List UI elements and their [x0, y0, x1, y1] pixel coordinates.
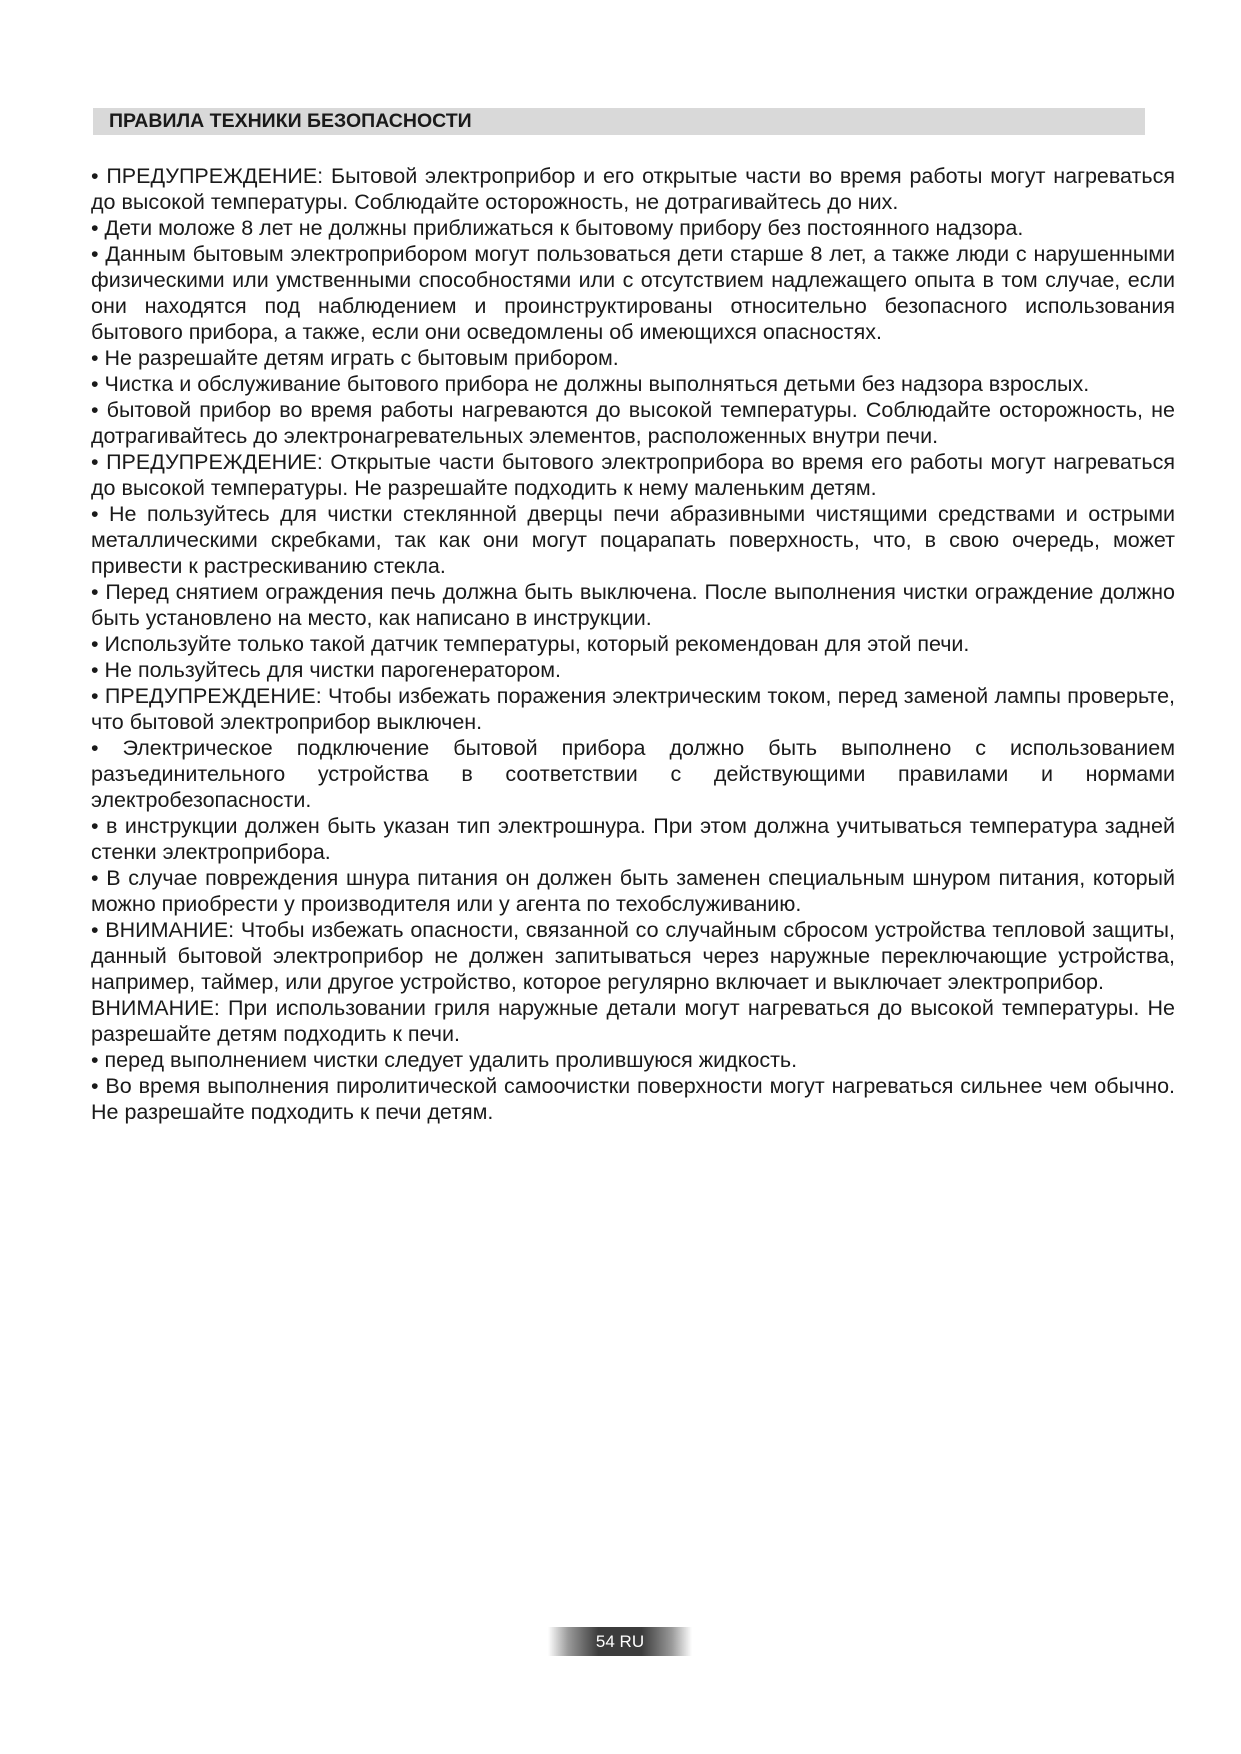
paragraph-no-steam-cleaner: • Не пользуйтесь для чистки парогенератором.	[91, 658, 561, 682]
paragraph-temperature-probe: • Используйте только такой датчик температуры, который рекомендован для этой печи.	[91, 632, 970, 656]
paragraph-remove-spills: • перед выполнением чистки следует удалить пролившуюся жидкость.	[91, 1048, 798, 1072]
paragraph-warning-open-parts: • ПРЕДУПРЕЖДЕНИЕ: Открытые части бытового электроприбора во время его работы могут нагреваться до высокой температуры. Не разрешайте подходить к нему маленьким детям.	[91, 450, 1175, 500]
paragraph-warning-hot-parts: • ПРЕДУПРЕЖДЕНИЕ: Бытовой электроприбор и его открытые части во время работы могут нагреваться до высокой температуры. Соблюдайте осторожность, не дотрагивайтесь до них.	[91, 164, 1175, 214]
paragraph-cleaning-supervision: • Чистка и обслуживание бытового прибора не должны выполняться детьми без надзора взрослых.	[91, 372, 1090, 396]
paragraph-cable-type: • в инструкции должен быть указан тип электрошнура. При этом должна учитываться температура задней стенки электроприбора.	[91, 814, 1175, 864]
paragraph-children-under-8: • Дети моложе 8 лет не должны приближаться к бытовому прибору без постоянного надзора.	[91, 216, 1024, 240]
paragraph-thermal-protection: • ВНИМАНИЕ: Чтобы избежать опасности, связанной со случайным сбросом устройства тепловой защиты, данный бытовой электроприбор не должен запитываться через наружные переключающие устройства, например, таймер, или другое устройство, которое регулярно включает и выключает электроприбор.	[91, 918, 1175, 994]
page-number: 54 RU	[548, 1627, 692, 1656]
paragraph-warning-lamp-replacement: • ПРЕДУПРЕЖДЕНИЕ: Чтобы избежать поражения электрическим током, перед заменой лампы проверьте, что бытовой электроприбор выключен.	[91, 684, 1175, 734]
paragraph-electrical-connection: • Электрическое подключение бытовой прибора должно быть выполнено с использованием разъединительного устройства в соответствии с действующими правилами и нормами электробезопасности.	[91, 736, 1175, 812]
paragraph-pyrolytic-cleaning: • Во время выполнения пиролитической самоочистки поверхности могут нагреваться сильнее чем обычно. Не разрешайте подходить к печи детям.	[91, 1074, 1175, 1124]
paragraph-damaged-cord: • В случае повреждения шнура питания он должен быть заменен специальным шнуром питания, который можно приобрести у производителя или у агента по техобслуживанию.	[91, 866, 1175, 916]
safety-rules-text	[91, 163, 1175, 1125]
section-title: ПРАВИЛА ТЕХНИКИ БЕЗОПАСНОСТИ	[93, 108, 1145, 135]
paragraph-grill-warning: ВНИМАНИЕ: При использовании гриля наружные детали могут нагреваться до высокой температуры. Не разрешайте детям подходить к печи.	[91, 996, 1175, 1046]
paragraph-children-over-8: • Данным бытовым электроприбором могут пользоваться дети старше 8 лет, а также люди с нарушенными физическими или умственными способностями или с отсутствием надлежащего опыта в том случае, если они находятся под наблюдением и проинструктированы относительно безопасного использования бытового прибора, а также, если они осведомлены об имеющихся опасностях.	[91, 242, 1175, 344]
paragraph-no-play: • Не разрешайте детям играть с бытовым прибором.	[91, 346, 619, 370]
paragraph-heating-elements: • бытовой прибор во время работы нагреваются до высокой температуры. Соблюдайте осторожность, не дотрагивайтесь до электронагревательных элементов, расположенных внутри печи.	[91, 398, 1175, 448]
paragraph-glass-door-cleaning: • Не пользуйтесь для чистки стеклянной дверцы печи абразивными чистящими средствами и острыми металлическими скребками, так как они могут поцарапать поверхность, что, в свою очередь, может привести к растрескиванию стекла.	[91, 502, 1175, 578]
paragraph-guard-removal: • Перед снятием ограждения печь должна быть выключена. После выполнения чистки ограждение должно быть установлено на место, как написано в инструкции.	[91, 580, 1175, 630]
